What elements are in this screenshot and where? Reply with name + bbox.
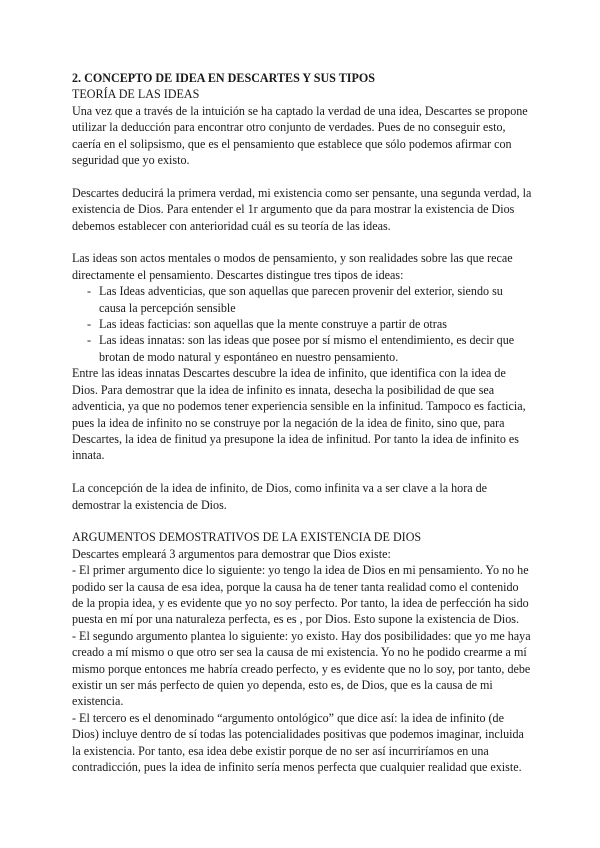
paragraph-ideas-definition: Las ideas son actos mentales o modos de pensamiento, y son realidades sobre las que recae directamente el pensamiento. Descartes distingue tres tipos de ideas: bbox=[72, 251, 513, 282]
paragraph-infinity: Entre las ideas innatas Descartes descubre la idea de infinito, que identifica con la idea de Dios. Para demostrar que la idea de infinito es innata, desecha la posibilidad de que sea adventicia, ya que no podemos tener experiencia sensible en la infinitud. Tampoco es facticia, pues la idea de infinito no se construye por la negación de la idea de finito, sino que, para Descartes, la idea de finitud ya presupone la idea de infinitud. Por tanto la idea de infinito es innata. bbox=[72, 366, 526, 463]
paragraph-argument-2: - El segundo argumento plantea lo siguiente: yo existo. Hay dos posibilidades: que yo me haya creado a mí mismo o que otro ser sea la causa de mi existencia. Yo no he podido crearme a mí mismo porque entonces me habría creado perfecto, y es evidente que no lo soy, por tanto, debe existir un ser más perfecto de quien yo dependa, esto es, de Dios, que es la causa de mi existencia. bbox=[72, 628, 531, 709]
list-item-factitious: - Las ideas facticias: son aquellas que la mente construye a partir de otras bbox=[72, 316, 532, 332]
paragraph-gap bbox=[72, 464, 532, 480]
paragraph-argument-3: - El tercero es el denominado “argumento ontológico” que dice así: la idea de infinito (de Dios) incluye dentro de sí todas las potencialidades positivas que podemos imaginar, incluida la existencia. Por tanto, esa idea debe existir porque de no ser así incurriríamos en una contradicción, pues la idea de infinito sería menos perfecta que cualquier realidad que existe. bbox=[72, 710, 524, 774]
section-heading-arguments: ARGUMENTOS DEMOSTRATIVOS DE LA EXISTENCIA DE DIOS bbox=[72, 530, 422, 545]
section-heading-theory-of-ideas: TEORÍA DE LAS IDEAS bbox=[72, 87, 200, 102]
paragraph-arguments-intro: Descartes empleará 3 argumentos para demostrar que Dios existe: bbox=[72, 546, 391, 561]
paragraph-second-truth: Descartes deducirá la primera verdad, mi existencia como ser pensante, una segunda verdad, la existencia de Dios. Para entender el 1r argumento que da para mostrar la existencia de Dios debemos establecer con anterioridad cuál es su teoría de las ideas. bbox=[72, 185, 532, 233]
document-title: 2. CONCEPTO DE IDEA EN DESCARTES Y SUS TIPOS bbox=[72, 71, 376, 85]
list-item-innate: - Las ideas innatas: son las ideas que posee por sí mismo el entendimiento, es decir que brotan de modo natural y espontáneo en nuestro pensamiento. bbox=[72, 332, 532, 365]
paragraph-infinity-key: La concepción de la idea de infinito, de Dios, como infinita va a ser clave a la hora de demostrar la existencia de Dios. bbox=[72, 481, 488, 512]
paragraph-intro: Una vez que a través de la intuición se ha captado la verdad de una idea, Descartes se propone utilizar la deducción para encontrar otro conjunto de verdades. Pues de no conseguir esto, caería en el solipsismo, que es el pensamiento que establece que sólo podemos afirmar con seguridad que yo existo. bbox=[72, 103, 528, 168]
paragraph-gap bbox=[72, 168, 532, 184]
paragraph-gap bbox=[72, 513, 532, 529]
idea-types-list bbox=[72, 283, 532, 365]
paragraph-argument-1: - El primer argumento dice lo siguiente: yo tengo la idea de Dios en mi pensamiento. Yo no he podido ser la causa de esa idea, porque la causa ha de tener tanta realidad como el contenido de la propia idea, y es evidente que yo no soy perfecto. Por tanto, la idea de perfección ha sido puesta en mí por una naturaleza perfecta, es es , por Dios. Esto supone la existencia de Dios. bbox=[72, 563, 529, 627]
list-item-adventitious: - Las Ideas adventicias, que son aquellas que parecen provenir del exterior, siendo su causa la percepción sensible bbox=[72, 283, 532, 316]
paragraph-gap bbox=[72, 234, 532, 250]
document-page bbox=[72, 70, 532, 775]
